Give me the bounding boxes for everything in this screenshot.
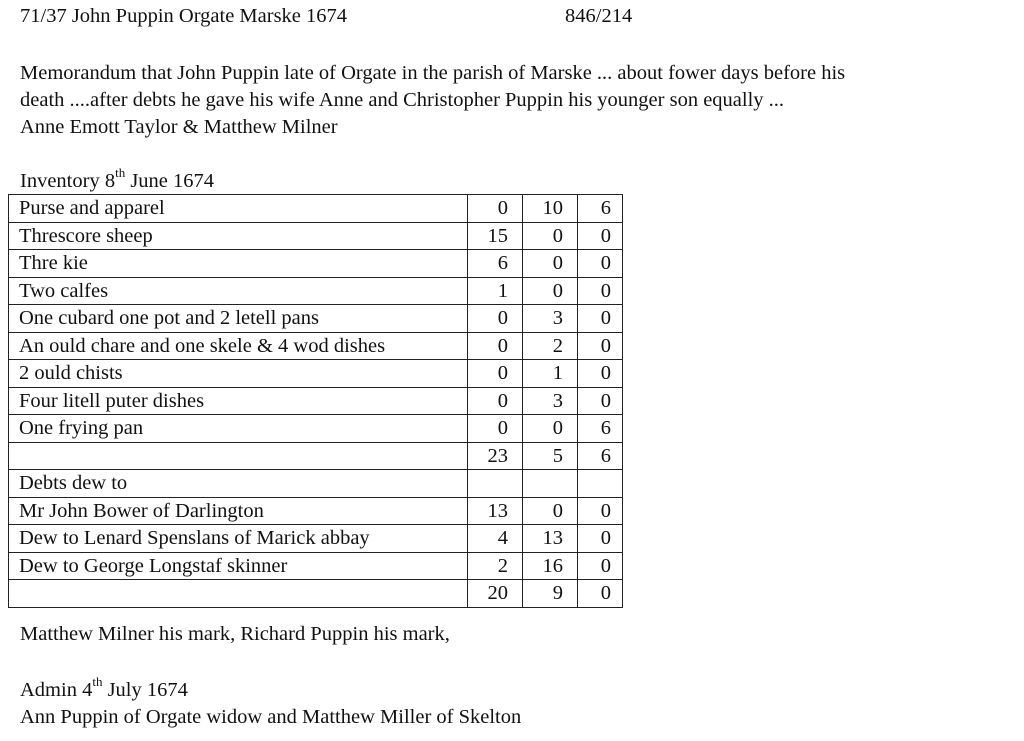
- item-cell: Purse and apparel: [9, 195, 468, 223]
- pence-cell: 6: [578, 442, 623, 470]
- pounds-cell: 23: [468, 442, 523, 470]
- shillings-cell: 10: [523, 195, 578, 223]
- item-cell: One frying pan: [9, 415, 468, 443]
- shillings-cell: 2: [523, 332, 578, 360]
- table-row: [9, 552, 623, 580]
- pounds-cell: 20: [468, 580, 523, 608]
- signatures-line: Matthew Milner his mark, Richard Puppin his mark,: [20, 623, 450, 645]
- pounds-cell: 6: [468, 250, 523, 278]
- shillings-cell: 16: [523, 552, 578, 580]
- pence-cell: 0: [578, 580, 623, 608]
- table-row: [9, 332, 623, 360]
- item-cell: One cubard one pot and 2 letell pans: [9, 305, 468, 333]
- item-cell: [9, 442, 468, 470]
- pence-cell: 0: [578, 552, 623, 580]
- pounds-cell: 15: [468, 222, 523, 250]
- memorandum-line-3: Anne Emott Taylor & Matthew Milner: [20, 116, 338, 138]
- pence-cell: 6: [578, 415, 623, 443]
- pence-cell: 0: [578, 387, 623, 415]
- pence-cell: 0: [578, 497, 623, 525]
- shillings-cell: 13: [523, 525, 578, 553]
- pounds-cell: 0: [468, 387, 523, 415]
- pence-cell: 0: [578, 250, 623, 278]
- shillings-cell: 1: [523, 360, 578, 388]
- inventory-title-text: Inventory 8: [20, 170, 116, 192]
- pence-cell: 0: [578, 222, 623, 250]
- pence-cell: 6: [578, 195, 623, 223]
- pounds-cell: 1: [468, 277, 523, 305]
- item-cell: Threscore sheep: [9, 222, 468, 250]
- inventory-title-ordinal: th: [115, 165, 126, 181]
- pounds-cell: 4: [468, 525, 523, 553]
- shillings-cell: 0: [523, 497, 578, 525]
- table-row: [9, 305, 623, 333]
- admin-title-date: July 1674: [102, 679, 188, 701]
- admin-title-ordinal: th: [92, 674, 103, 690]
- shillings-cell: 0: [523, 250, 578, 278]
- pounds-cell: 0: [468, 360, 523, 388]
- item-cell: Two calfes: [9, 277, 468, 305]
- table-row: [9, 525, 623, 553]
- table-row: [9, 195, 623, 223]
- item-cell: 2 ould chists: [9, 360, 468, 388]
- pence-cell: 0: [578, 360, 623, 388]
- pounds-cell: 0: [468, 415, 523, 443]
- pence-cell: 0: [578, 525, 623, 553]
- item-cell: Dew to George Longstaf skinner: [9, 552, 468, 580]
- table-row: [9, 415, 623, 443]
- inventory-table: [8, 194, 623, 608]
- table-row-heading: [9, 470, 623, 498]
- pounds-cell: 13: [468, 497, 523, 525]
- shillings-cell: 3: [523, 305, 578, 333]
- pounds-cell: 0: [468, 305, 523, 333]
- item-cell: An ould chare and one skele & 4 wod dishes: [9, 332, 468, 360]
- inventory-title-date: June 1674: [125, 170, 215, 192]
- pounds-cell: [468, 470, 523, 498]
- inventory-title: [20, 165, 215, 193]
- memorandum-line-1: Memorandum that John Puppin late of Orgate in the parish of Marske ... about fower days before his: [20, 62, 846, 84]
- table-row: [9, 360, 623, 388]
- table-row-total: [9, 580, 623, 608]
- admin-title-text: Admin 4: [20, 679, 93, 701]
- shillings-cell: 0: [523, 222, 578, 250]
- pounds-cell: 2: [468, 552, 523, 580]
- table-row: [9, 277, 623, 305]
- pence-cell: 0: [578, 332, 623, 360]
- table-row: [9, 250, 623, 278]
- pounds-cell: 0: [468, 195, 523, 223]
- folio-reference: 846/214: [565, 5, 633, 27]
- item-cell: Mr John Bower of Darlington: [9, 497, 468, 525]
- shillings-cell: 0: [523, 277, 578, 305]
- pounds-cell: 0: [468, 332, 523, 360]
- pence-cell: [578, 470, 623, 498]
- memorandum-line-2: death ....after debts he gave his wife Anne and Christopher Puppin his younger son equally ...: [20, 89, 785, 111]
- shillings-cell: 0: [523, 415, 578, 443]
- item-cell: Debts dew to: [9, 470, 468, 498]
- admin-title: [20, 674, 188, 702]
- shillings-cell: [523, 470, 578, 498]
- item-cell: Dew to Lenard Spenslans of Marick abbay: [9, 525, 468, 553]
- table-row-total: [9, 442, 623, 470]
- shillings-cell: 9: [523, 580, 578, 608]
- item-cell: [9, 580, 468, 608]
- shillings-cell: 3: [523, 387, 578, 415]
- shillings-cell: 5: [523, 442, 578, 470]
- document-reference: 71/37 John Puppin Orgate Marske 1674: [20, 5, 348, 27]
- table-row: [9, 387, 623, 415]
- pence-cell: 0: [578, 277, 623, 305]
- item-cell: Thre kie: [9, 250, 468, 278]
- item-cell: Four litell puter dishes: [9, 387, 468, 415]
- table-row: [9, 222, 623, 250]
- pence-cell: 0: [578, 305, 623, 333]
- admin-line: Ann Puppin of Orgate widow and Matthew Miller of Skelton: [20, 706, 522, 728]
- table-row: [9, 497, 623, 525]
